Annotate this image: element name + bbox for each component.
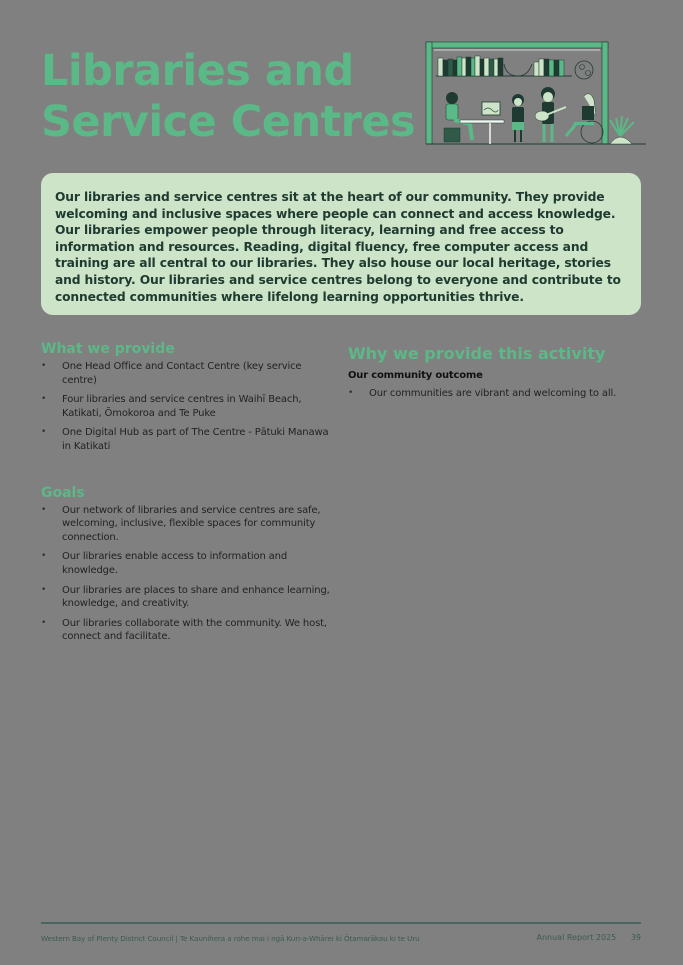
list-item: • One Digital Hub as part of The Centre - Pātuki Manawa in Katikati	[41, 427, 329, 452]
library-scene-illustration	[424, 40, 646, 148]
why-we-provide-heading: Why we provide this activity	[348, 344, 606, 363]
left-column	[41, 340, 336, 650]
bullet-icon: •	[41, 427, 47, 438]
intro-summary-box	[41, 173, 641, 315]
right-column	[348, 344, 638, 407]
community-outcome-subheading: Our community outcome	[348, 370, 483, 381]
bullet-icon: •	[41, 394, 47, 405]
what-we-provide-list	[41, 360, 336, 454]
list-item: • Our libraries are places to share and enhance learning, knowledge, and creativity.	[41, 584, 330, 610]
list-item: • One Head Office and Contact Centre (key service centre)	[41, 361, 302, 386]
bullet-icon: •	[41, 361, 47, 371]
bullet-icon: •	[348, 388, 354, 398]
list-item: • Our communities are vibrant and welcoming to all.	[348, 388, 617, 399]
bullet-icon: •	[41, 617, 47, 628]
page-title-line-2: Service Centres	[41, 97, 416, 147]
what-we-provide-heading: What we provide	[41, 341, 175, 357]
page-title	[41, 46, 415, 148]
page-title-line-1: Libraries and	[41, 46, 354, 96]
goals-list	[41, 504, 336, 644]
footer-report-info	[536, 933, 641, 943]
list-item: • Our network of libraries and service centres are safe, welcoming, inclusive, flexible spaces for community connection.	[41, 504, 321, 543]
bullet-icon: •	[41, 584, 47, 595]
list-item: • Our libraries collaborate with the community. We host, connect and facilitate.	[41, 617, 327, 643]
community-outcome-list	[348, 387, 638, 401]
goals-heading: Goals	[41, 484, 85, 501]
bullet-icon: •	[41, 551, 47, 562]
intro-text: Our libraries and service centres sit at the heart of our community. They provide welcoming and inclusive spaces where people can connect and access knowledge. Our libraries empower people through literacy, learning and free access to information and resources. Reading, digital fluency, free computer access and training are all central to our libraries. They also house our local heritage, stories and history. Our libraries and service centres belong to everyone and contribute to connected communities where lifelong learning opportunities thrive.	[55, 190, 621, 304]
footer-organisation: Western Bay of Plenty District Council | Te Kaunihera a rohe mai i ngā Kuri-a-Whārei ki Ōtamarākau ki te Uru	[41, 934, 420, 943]
footer-report-title: Annual Report 2025	[536, 933, 617, 942]
page-number: 39	[630, 933, 641, 942]
list-item: • Four libraries and service centres in Waihī Beach, Katikati, Ōmokoroa and Te Puke	[41, 394, 302, 419]
bullet-icon: •	[41, 504, 47, 515]
footer-divider	[41, 922, 641, 924]
list-item: • Our libraries enable access to information and knowledge.	[41, 551, 288, 576]
